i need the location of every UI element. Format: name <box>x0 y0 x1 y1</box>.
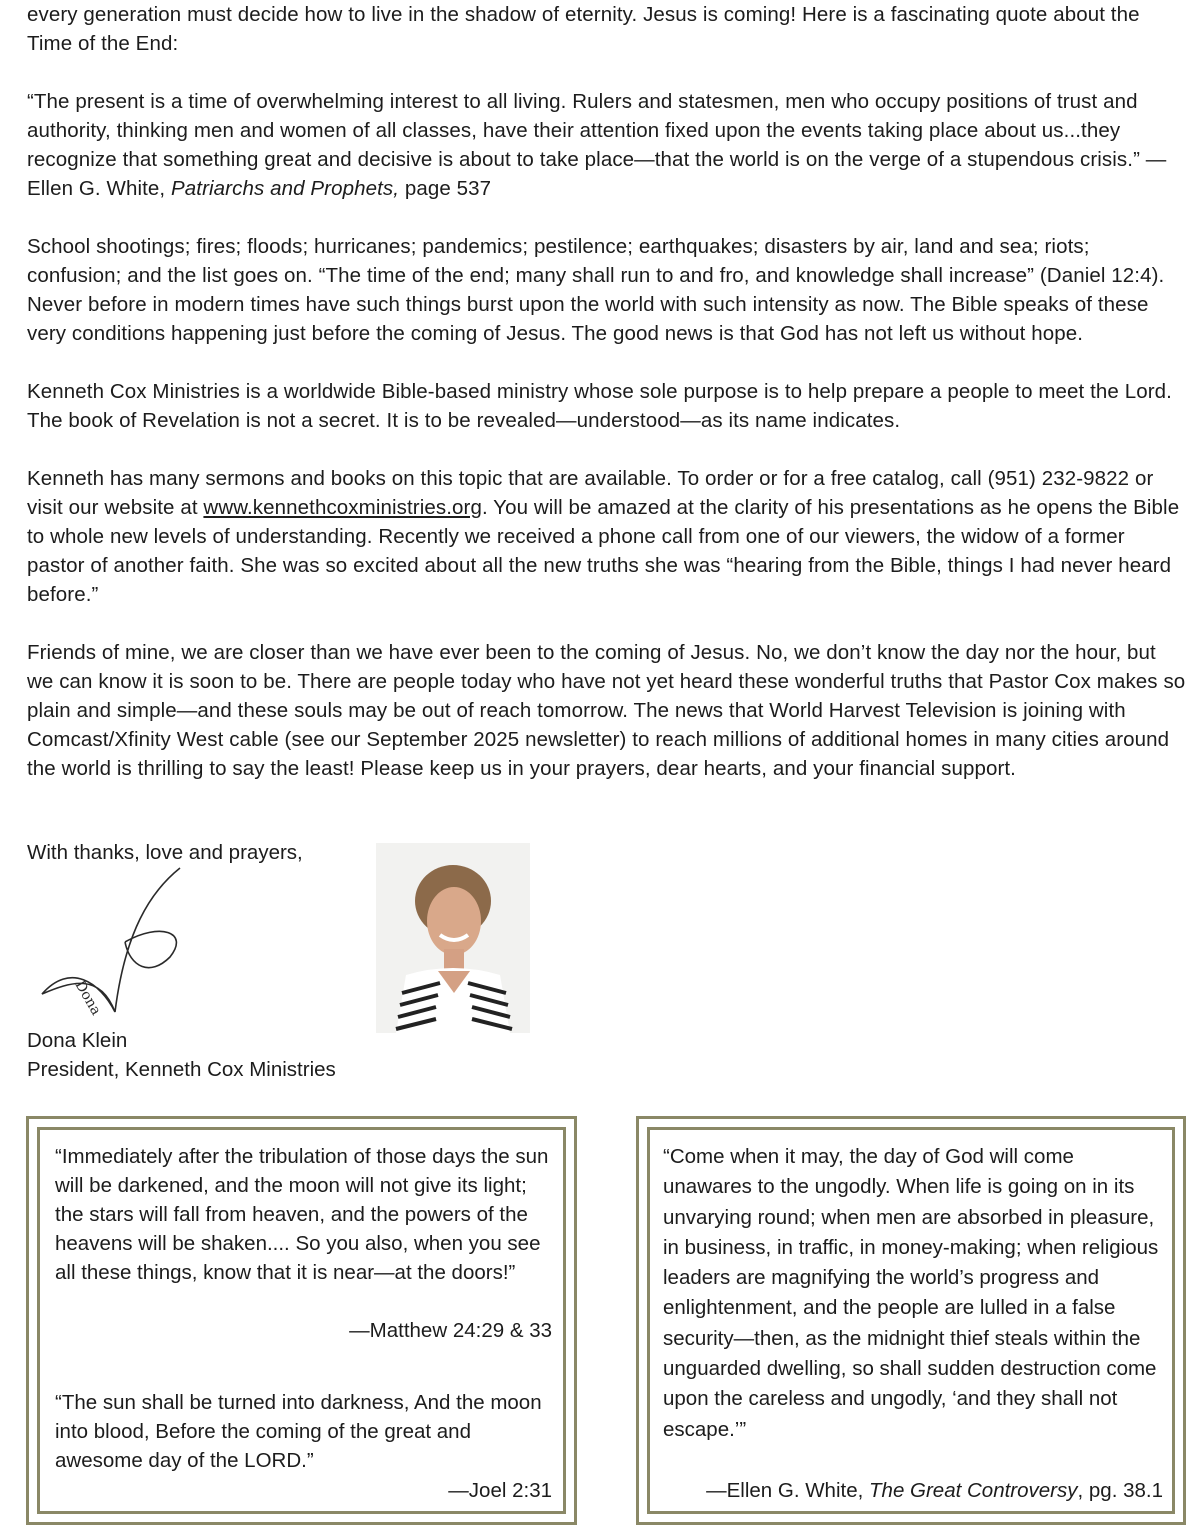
signer-title: President, Kenneth Cox Ministries <box>27 1058 336 1081</box>
paragraph-resources <box>27 464 1187 609</box>
great-controversy-attribution <box>706 1476 1163 1505</box>
quote-box-right <box>636 1116 1186 1525</box>
letter-body <box>27 0 1187 812</box>
gc-author: —Ellen G. White, <box>706 1479 870 1502</box>
egw-book-title: Patriarchs and Prophets, <box>171 177 400 200</box>
closing-salutation: With thanks, love and prayers, <box>27 841 303 864</box>
resources-text-end: . You will be amazed at the clarity of his presentations as he opens the Bible to whole new levels of understanding. Recently we received a phone call from one of our viewers, the widow of a former pastor of another faith. She was so excited about all the new truths she was “hearing from the Bible, things I had never heard before.” <box>27 496 1180 606</box>
paragraph-ministry: Kenneth Cox Ministries is a worldwide Bible-based ministry whose sole purpose is to help prepare a people to meet the Lord. The book of Revelation is not a secret. It is to be revealed—understood—as its name indicates. <box>27 380 1172 432</box>
matthew-attribution: —Matthew 24:29 & 33 <box>349 1319 552 1342</box>
joel-attribution: —Joel 2:31 <box>448 1479 552 1502</box>
matthew-quote: “Immediately after the tribulation of those days the sun will be darkened, and the moon will not give its light; the stars will fall from heaven, and the powers of the heavens will be shaken.... So you also, when you see all these things, know that it is near—at the doors!” <box>55 1145 549 1284</box>
signer-name: Dona Klein <box>27 1029 128 1052</box>
president-photo <box>376 843 530 1033</box>
signature-image <box>30 862 190 1022</box>
portrait-icon <box>376 843 530 1033</box>
website-link[interactable]: www.kennethcoxministries.org <box>203 496 482 519</box>
great-controversy-quote: “Come when it may, the day of God will come unawares to the ungodly. When life is going on in its unvarying round; when men are absorbed in pleasure, in business, in traffic, in money-making; when religious leaders are magnifying the world’s progress and enlightenment, and the people are lulled in a false security—then, as the midnight thief steals within the unguarded dwelling, so shall sudden destruction come upon the careless and ungodly, ‘and they shall not escape.’” <box>663 1145 1159 1441</box>
egw-quote-text: “The present is a time of overwhelming interest to all living. Rulers and statesmen, men who occupy positions of trust and authority, thinking men and women of all classes, have their attention fixed upon the events taking place about us...they recognize that something great and decisive is about to take place—that the world is on the verge of a stupendous crisis.” —Ellen G. White, <box>27 90 1167 200</box>
scripture-box-left <box>26 1116 577 1525</box>
joel-quote: “The sun shall be turned into darkness, And the moon into blood, Before the coming of the great and awesome day of the LORD.” <box>55 1391 542 1472</box>
egw-page-ref: page 537 <box>399 177 492 200</box>
gc-page: , pg. 38.1 <box>1077 1479 1163 1502</box>
signer-block <box>27 1026 336 1084</box>
signature-text: Dona <box>71 978 104 1019</box>
paragraph-egw-quote <box>27 87 1187 203</box>
resources-text-start: Kenneth has many sermons and books on this topic that are available. To order or for a free catalog, call (951) 232-9822 or visit our website at <box>27 467 1154 519</box>
paragraph-appeal: Friends of mine, we are closer than we have ever been to the coming of Jesus. No, we don’t know the day nor the hour, but we can know it is soon to be. There are people today who have not yet heard these wonderful truths that Pastor Cox makes so plain and simple—and these souls may be out of reach tomorrow. The news that World Harvest Television is joining with Comcast/Xfinity West cable (see our September 2025 newsletter) to reach millions of additional homes in many cities around the world is thrilling to say the least! Please keep us in your prayers, dear hearts, and your financial support. <box>27 641 1186 780</box>
gc-book-title: The Great Controversy <box>869 1479 1078 1502</box>
paragraph-intro: every generation must decide how to live in the shadow of eternity. Jesus is coming! Here is a fascinating quote about the Time of the End: <box>27 3 1140 55</box>
paragraph-signs: School shootings; fires; floods; hurricanes; pandemics; pestilence; earthquakes; disasters by air, land and sea; riots; confusion; and the list goes on. “The time of the end; many shall run to and fro, and knowledge shall increase” (Daniel 12:4). Never before in modern times have such things burst upon the world with such intensity as now. The Bible speaks of these very conditions happening just before the coming of Jesus. The good news is that God has not left us without hope. <box>27 235 1165 345</box>
